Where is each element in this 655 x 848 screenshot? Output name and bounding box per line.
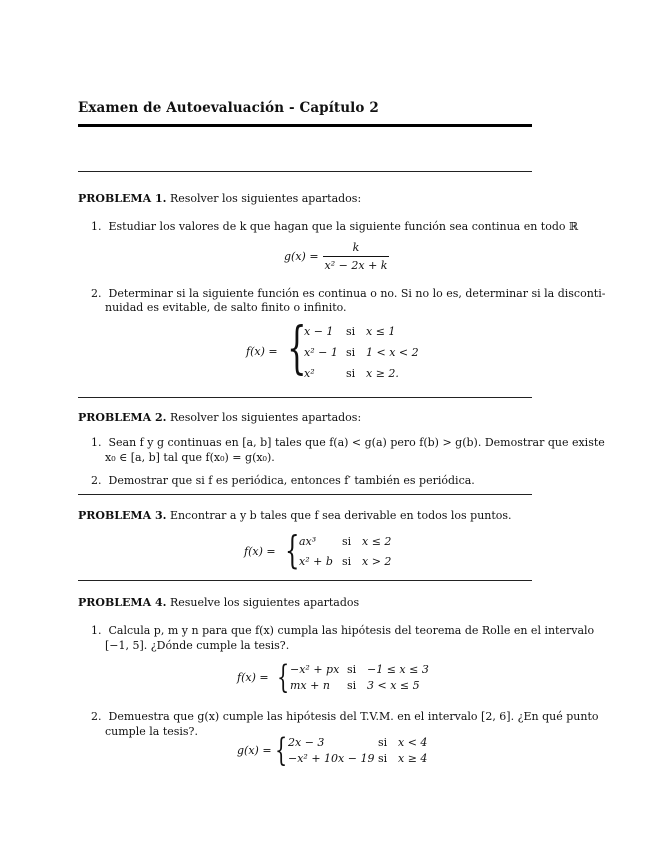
problem-4-item-2-cont: cumple la tesis?. xyxy=(105,725,198,738)
left-brace: { xyxy=(287,316,307,381)
piece-cond: x < 4 xyxy=(398,736,428,749)
problem-2-heading xyxy=(78,411,361,425)
problem-2-item-2 xyxy=(91,473,475,488)
left-brace: { xyxy=(277,658,290,696)
piece-cond: x ≥ 4 xyxy=(398,752,428,765)
problem-2-item-1 xyxy=(91,435,605,450)
problem-4-item-2 xyxy=(91,709,598,724)
piece-expr: −x² + 10x − 19 xyxy=(288,752,375,765)
problem-4-heading xyxy=(78,596,359,610)
piece-si: si xyxy=(346,325,356,338)
problem-3-label: PROBLEMA 3. xyxy=(78,509,167,522)
left-brace: { xyxy=(285,528,300,572)
problem-2-item-1-cont: x₀ ∈ [a, b] tal que f(x₀) = g(x₀). xyxy=(105,451,275,464)
piece-si: si xyxy=(342,535,352,548)
f-piecewise-3 xyxy=(244,528,424,573)
item-text-line-1: Calcula p, m y n para que f(x) cumpla las hipótesis del teorema de Rolle en el intervalo xyxy=(108,624,595,637)
problem-2-label: PROBLEMA 2. xyxy=(78,411,167,424)
piece-expr: x − 1 xyxy=(304,325,334,338)
problem-2-text: Resolver los siguientes apartados: xyxy=(169,411,362,424)
problem-1-item-2 xyxy=(91,286,605,301)
g-piecewise-4 xyxy=(237,731,467,769)
g-numerator: k xyxy=(352,241,360,254)
piece-si: si xyxy=(342,555,352,568)
piece-si: si xyxy=(378,752,388,765)
piece-expr: 2x − 3 xyxy=(288,736,325,749)
g-lhs: g(x) = xyxy=(237,744,272,757)
divider xyxy=(78,580,532,581)
fraction-bar xyxy=(323,256,390,257)
problem-4-item-1-cont: [−1, 5]. ¿Dónde cumple la tesis?. xyxy=(105,639,290,652)
f-lhs: f(x) = xyxy=(244,545,276,558)
f-lhs: f(x) = xyxy=(246,345,278,358)
piece-expr: mx + n xyxy=(290,679,330,692)
problem-3-text: Encontrar a y b tales que f sea derivable en todos los puntos. xyxy=(169,509,512,522)
piece-cond: −1 ≤ x ≤ 3 xyxy=(367,663,429,676)
piece-cond: x ≥ 2. xyxy=(366,367,399,380)
piece-cond: 1 < x < 2 xyxy=(366,346,419,359)
item-number: 1. xyxy=(91,624,102,637)
problem-3-heading xyxy=(78,509,512,523)
problem-4-label: PROBLEMA 4. xyxy=(78,596,167,609)
problem-1-heading xyxy=(78,192,361,206)
piece-expr: x² − 1 xyxy=(304,346,338,359)
piece-si: si xyxy=(347,679,357,692)
item-text: Demostrar que si f es periódica, entonces f′ también es periódica. xyxy=(108,474,475,487)
f-lhs: f(x) = xyxy=(237,671,269,684)
problem-1-text: Resolver los siguientes apartados: xyxy=(169,192,362,205)
f-piecewise-1 xyxy=(246,316,446,383)
piece-cond: 3 < x ≤ 5 xyxy=(367,679,420,692)
piece-expr: x² xyxy=(304,367,315,380)
f-piecewise-4 xyxy=(237,658,447,696)
piece-cond: x ≤ 1 xyxy=(366,325,396,338)
piece-si: si xyxy=(346,346,356,359)
item-number: 1. xyxy=(91,436,102,449)
piece-expr: ax³ xyxy=(299,535,317,548)
problem-4-text: Resuelve los siguientes apartados xyxy=(169,596,360,609)
problem-1-label: PROBLEMA 1. xyxy=(78,192,167,205)
g-denominator: x² − 2x + k xyxy=(324,259,388,272)
problem-4-item-1 xyxy=(91,623,594,638)
item-number: 2. xyxy=(91,474,102,487)
piece-expr: x² + b xyxy=(299,555,333,568)
item-text-line-1: Sean f y g continuas en [a, b] tales que f(a) < g(a) pero f(b) > g(b). Demostrar que existe xyxy=(108,436,605,449)
divider xyxy=(78,171,532,172)
divider xyxy=(78,494,532,495)
page-title: Examen de Autoevaluación - Capítulo 2 xyxy=(78,100,379,116)
item-number: 2. xyxy=(91,287,102,300)
title-rule xyxy=(78,124,532,127)
piece-si: si xyxy=(347,663,357,676)
item-number: 1. xyxy=(91,220,102,233)
problem-1-item-2-cont: nuidad es evitable, de salto finito o infinito. xyxy=(105,301,347,314)
piece-expr: −x² + px xyxy=(290,663,340,676)
g-definition xyxy=(284,241,389,272)
item-text-line-1: Demuestra que g(x) cumple las hipótesis del T.V.M. en el intervalo [2, 6]. ¿En qué punto xyxy=(108,710,599,723)
piece-cond: x ≤ 2 xyxy=(362,535,392,548)
piece-si: si xyxy=(378,736,388,749)
problem-1-item-1 xyxy=(91,219,578,234)
item-number: 2. xyxy=(91,710,102,723)
divider xyxy=(78,397,532,398)
item-text-line-1: Determinar si la siguiente función es continua o no. Si no lo es, determinar si la disconti- xyxy=(108,287,606,300)
g-fraction xyxy=(323,241,390,272)
left-brace: { xyxy=(275,731,288,769)
piece-si: si xyxy=(346,367,356,380)
piece-cond: x > 2 xyxy=(362,555,392,568)
g-lhs: g(x) = xyxy=(284,250,319,263)
item-text: Estudiar los valores de k que hagan que la siguiente función sea continua en todo ℝ xyxy=(108,220,579,233)
